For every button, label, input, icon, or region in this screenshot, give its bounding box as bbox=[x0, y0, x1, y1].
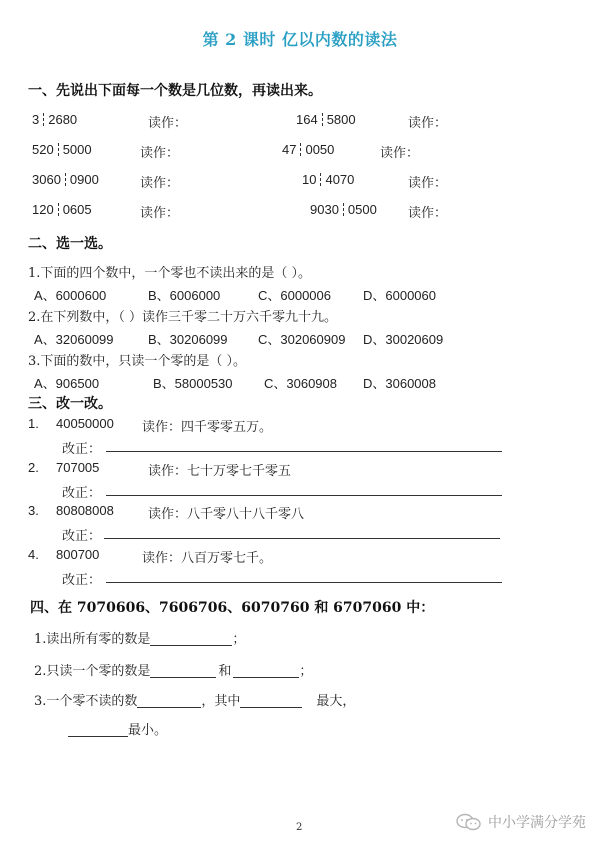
answer-blank[interactable] bbox=[150, 663, 216, 678]
question-1: 1.下面的四个数中，一个零也不读出来的是（ ）。 bbox=[28, 266, 312, 281]
digit-separator bbox=[58, 203, 59, 216]
read-label: 读作： bbox=[408, 176, 448, 191]
option-d: D、6000060 bbox=[363, 288, 436, 303]
number-item: 3 2680 bbox=[32, 112, 78, 127]
digit-separator bbox=[343, 203, 344, 216]
number-item: 164 5800 bbox=[296, 112, 356, 127]
section4-heading: 四、在 7070606、7606706、6070760 和 6707060 中： bbox=[30, 600, 435, 616]
answer-line[interactable] bbox=[106, 495, 502, 496]
wrong-number: 80808008 bbox=[56, 503, 114, 518]
question-3: 3.下面的数中，只读一个零的是（ ）。 bbox=[28, 354, 247, 369]
option-c: C、6000006 bbox=[258, 288, 331, 303]
answer-blank[interactable] bbox=[233, 663, 299, 678]
option-b: B、30206099 bbox=[148, 332, 228, 347]
page-title: 第 2 课时 亿以内数的读法 bbox=[202, 30, 398, 49]
digit-separator bbox=[58, 143, 59, 156]
option-d: D、30020609 bbox=[363, 332, 444, 347]
correct-label: 改正： bbox=[62, 486, 102, 501]
page-number: 2 bbox=[296, 822, 303, 833]
wrong-number: 40050000 bbox=[56, 416, 114, 431]
read-label: 读作： bbox=[148, 116, 188, 131]
wrong-reading: 读作：八百万零七千。 bbox=[142, 551, 273, 566]
wrong-reading: 读作：七十万零七千零五 bbox=[148, 464, 292, 479]
number-item: 10 4070 bbox=[302, 172, 355, 187]
section3-heading: 三、改一改。 bbox=[28, 396, 112, 412]
read-label: 读作： bbox=[380, 146, 420, 161]
watermark-text: 中小学满分学苑 bbox=[488, 815, 586, 831]
wrong-reading: 读作：四千零零五万。 bbox=[142, 420, 273, 435]
section1-heading: 一、先说出下面每一个数是几位数，再读出来。 bbox=[28, 83, 322, 99]
question-2: 2.在下列数中，（ ）读作三千零二十万六千零九十九。 bbox=[28, 310, 338, 325]
correct-label: 改正： bbox=[62, 529, 102, 544]
option-c: C、302060909 bbox=[258, 332, 346, 347]
number-item: 47 0050 bbox=[282, 142, 335, 157]
answer-line[interactable] bbox=[104, 538, 500, 539]
read-label: 读作： bbox=[140, 146, 180, 161]
number-item: 520 5000 bbox=[32, 142, 92, 157]
question-4-2: 2.只读一个零的数是 和 ； bbox=[34, 664, 313, 679]
option-b: B、58000530 bbox=[153, 376, 233, 391]
read-label: 读作： bbox=[140, 176, 180, 191]
option-a: A、6000600 bbox=[34, 288, 107, 303]
correct-label: 改正： bbox=[62, 442, 102, 457]
correct-label: 改正： bbox=[62, 573, 102, 588]
wrong-reading: 读作：八千零八十八千零八 bbox=[148, 507, 305, 522]
option-d: D、3060008 bbox=[363, 376, 436, 391]
question-4-3: 3.一个零不读的数 ，其中 最大， bbox=[34, 694, 356, 709]
number-item: 3060 0900 bbox=[32, 172, 99, 187]
digit-separator bbox=[300, 143, 301, 156]
digit-separator bbox=[43, 113, 44, 126]
answer-blank[interactable] bbox=[137, 693, 201, 708]
option-c: C、3060908 bbox=[264, 376, 337, 391]
read-label: 读作： bbox=[140, 206, 180, 221]
question-4-3-line2: 最小。 bbox=[68, 719, 167, 738]
digit-separator bbox=[322, 113, 323, 126]
question-4-1: 1.读出所有零的数是 ； bbox=[34, 632, 246, 647]
number-item: 9030 0500 bbox=[310, 202, 377, 217]
wrong-number: 800700 bbox=[56, 547, 100, 562]
read-label: 读作： bbox=[408, 116, 448, 131]
answer-line[interactable] bbox=[106, 582, 502, 583]
answer-blank[interactable] bbox=[240, 693, 302, 708]
answer-line[interactable] bbox=[106, 451, 502, 452]
read-label: 读作： bbox=[408, 206, 448, 221]
answer-blank[interactable] bbox=[150, 631, 232, 646]
wrong-number: 707005 bbox=[56, 460, 100, 475]
option-a: A、906500 bbox=[34, 376, 100, 391]
answer-blank[interactable] bbox=[68, 722, 128, 737]
section2-heading: 二、选一选。 bbox=[28, 236, 112, 252]
option-a: A、32060099 bbox=[34, 332, 114, 347]
wechat-icon bbox=[456, 815, 488, 831]
digit-separator bbox=[65, 173, 66, 186]
watermark bbox=[456, 812, 586, 832]
digit-separator bbox=[320, 173, 321, 186]
option-b: B、6006000 bbox=[148, 288, 221, 303]
number-item: 120 0605 bbox=[32, 202, 92, 217]
